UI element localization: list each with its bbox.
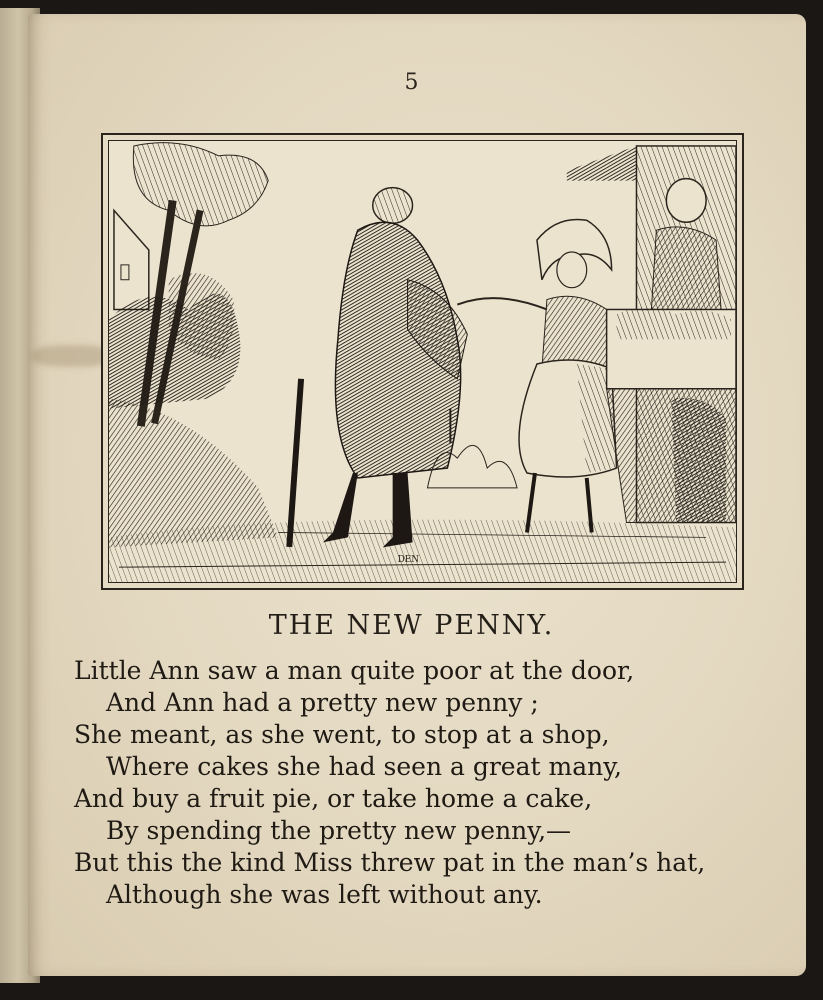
poem-line: She meant, as she went, to stop at a shop,	[74, 720, 610, 749]
poem-line: Although she was left without any.	[106, 880, 543, 909]
poem-line: But this the kind Miss threw pat in the man’s hat,	[74, 848, 706, 877]
poem-line: By spending the pretty new penny,—	[106, 816, 572, 845]
poem-line: And buy a fruit pie, or take home a cake,	[74, 784, 593, 813]
woodcut-illustration	[101, 133, 744, 590]
woodcut-illustration-icon	[108, 140, 737, 583]
illustration-signature: DEN	[397, 555, 420, 566]
poem-title: THE NEW PENNY.	[268, 610, 555, 641]
poem-line: And Ann had a pretty new penny ;	[106, 688, 539, 717]
poem-line: Little Ann saw a man quite poor at the door,	[74, 656, 635, 685]
poem-line: Where cakes she had seen a great many,	[106, 752, 622, 781]
page-number: 5	[404, 70, 419, 95]
page-stain	[32, 345, 112, 367]
poem-body	[74, 655, 774, 911]
